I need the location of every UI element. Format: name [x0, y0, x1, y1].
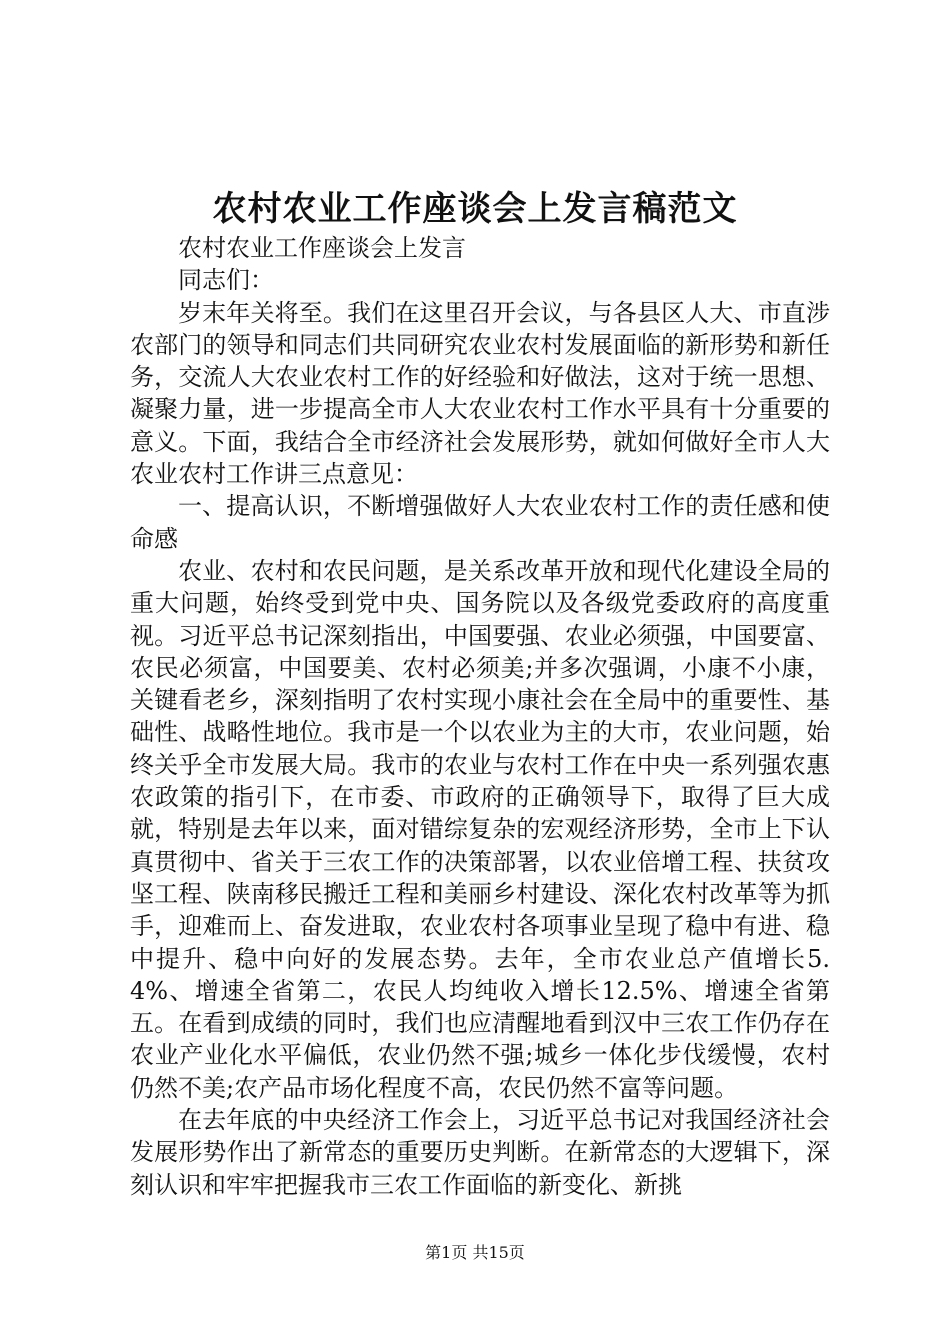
page-number-footer: 第1页 共15页 — [425, 1243, 525, 1262]
body-paragraph: 农业、农村和农民问题，是关系改革开放和现代化建设全局的重大问题，始终受到党中央、国务院以及各级党委政府的高度重视。习近平总书记深刻指出，中国要强、农业必须强，中国要富、农民必须富，中国要美、农村必须美;并多次强调，小康不小康，关键看老乡，深刻指明了农村实现小康社会在全局中的重要性、基础性、战略性地位。我市是一个以农业为主的大市，农业问题，始终关乎全市发展大局。我市的农业与农村工作在中央一系列强农惠农政策的指引下，在市委、市政府的正确领导下，取得了巨大成就，特别是去年以来，面对错综复杂的宏观经济形势，全市上下认真贯彻中、省关于三农工作的决策部署，以农业倍增工程、扶贫攻坚工程、陕南移民搬迁工程和美丽乡村建设、深化农村改革等为抓手，迎难而上、奋发进取，农业农村各项事业呈现了稳中有进、稳中提升、稳中向好的发展态势。去年，全市农业总产值增长5.4%、增速全省第二，农民人均纯收入增长12.5%、增速全省第五。在看到成绩的同时，我们也应清醒地看到汉中三农工作仍存在农业产业化水平偏低，农业仍然不强;城乡一体化步伐缓慢，农村仍然不美;农产品市场化程度不高，农民仍然不富等问题。 — [130, 556, 830, 1102]
intro-paragraph: 岁末年关将至。我们在这里召开会议，与各县区人大、市直涉农部门的领导和同志们共同研究农业农村发展面临的新形势和新任务，交流人大农业农村工作的好经验和好做法，这对于统一思想、凝聚力量，进一步提高全市人大农业农村工作水平具有十分重要的意义。下面，我结合全市经济社会发展形势，就如何做好全市人大农业农村工作讲三点意见： — [130, 298, 830, 489]
section-heading-1: 一、提高认识，不断增强做好人大农业农村工作的责任感和使命感 — [130, 492, 830, 553]
salutation-paragraph: 同志们： — [178, 266, 274, 295]
document-body — [130, 232, 830, 1201]
document-title: 农村农业工作座谈会上发言稿范文 — [212, 189, 738, 229]
body-paragraph: 在去年底的中央经济工作会上，习近平总书记对我国经济社会发展形势作出了新常态的重要历史判断。在新常态的大逻辑下，深刻认识和牢牢把握我市三农工作面临的新变化、新挑 — [130, 1106, 830, 1199]
subtitle-paragraph: 农村农业工作座谈会上发言 — [178, 234, 466, 262]
